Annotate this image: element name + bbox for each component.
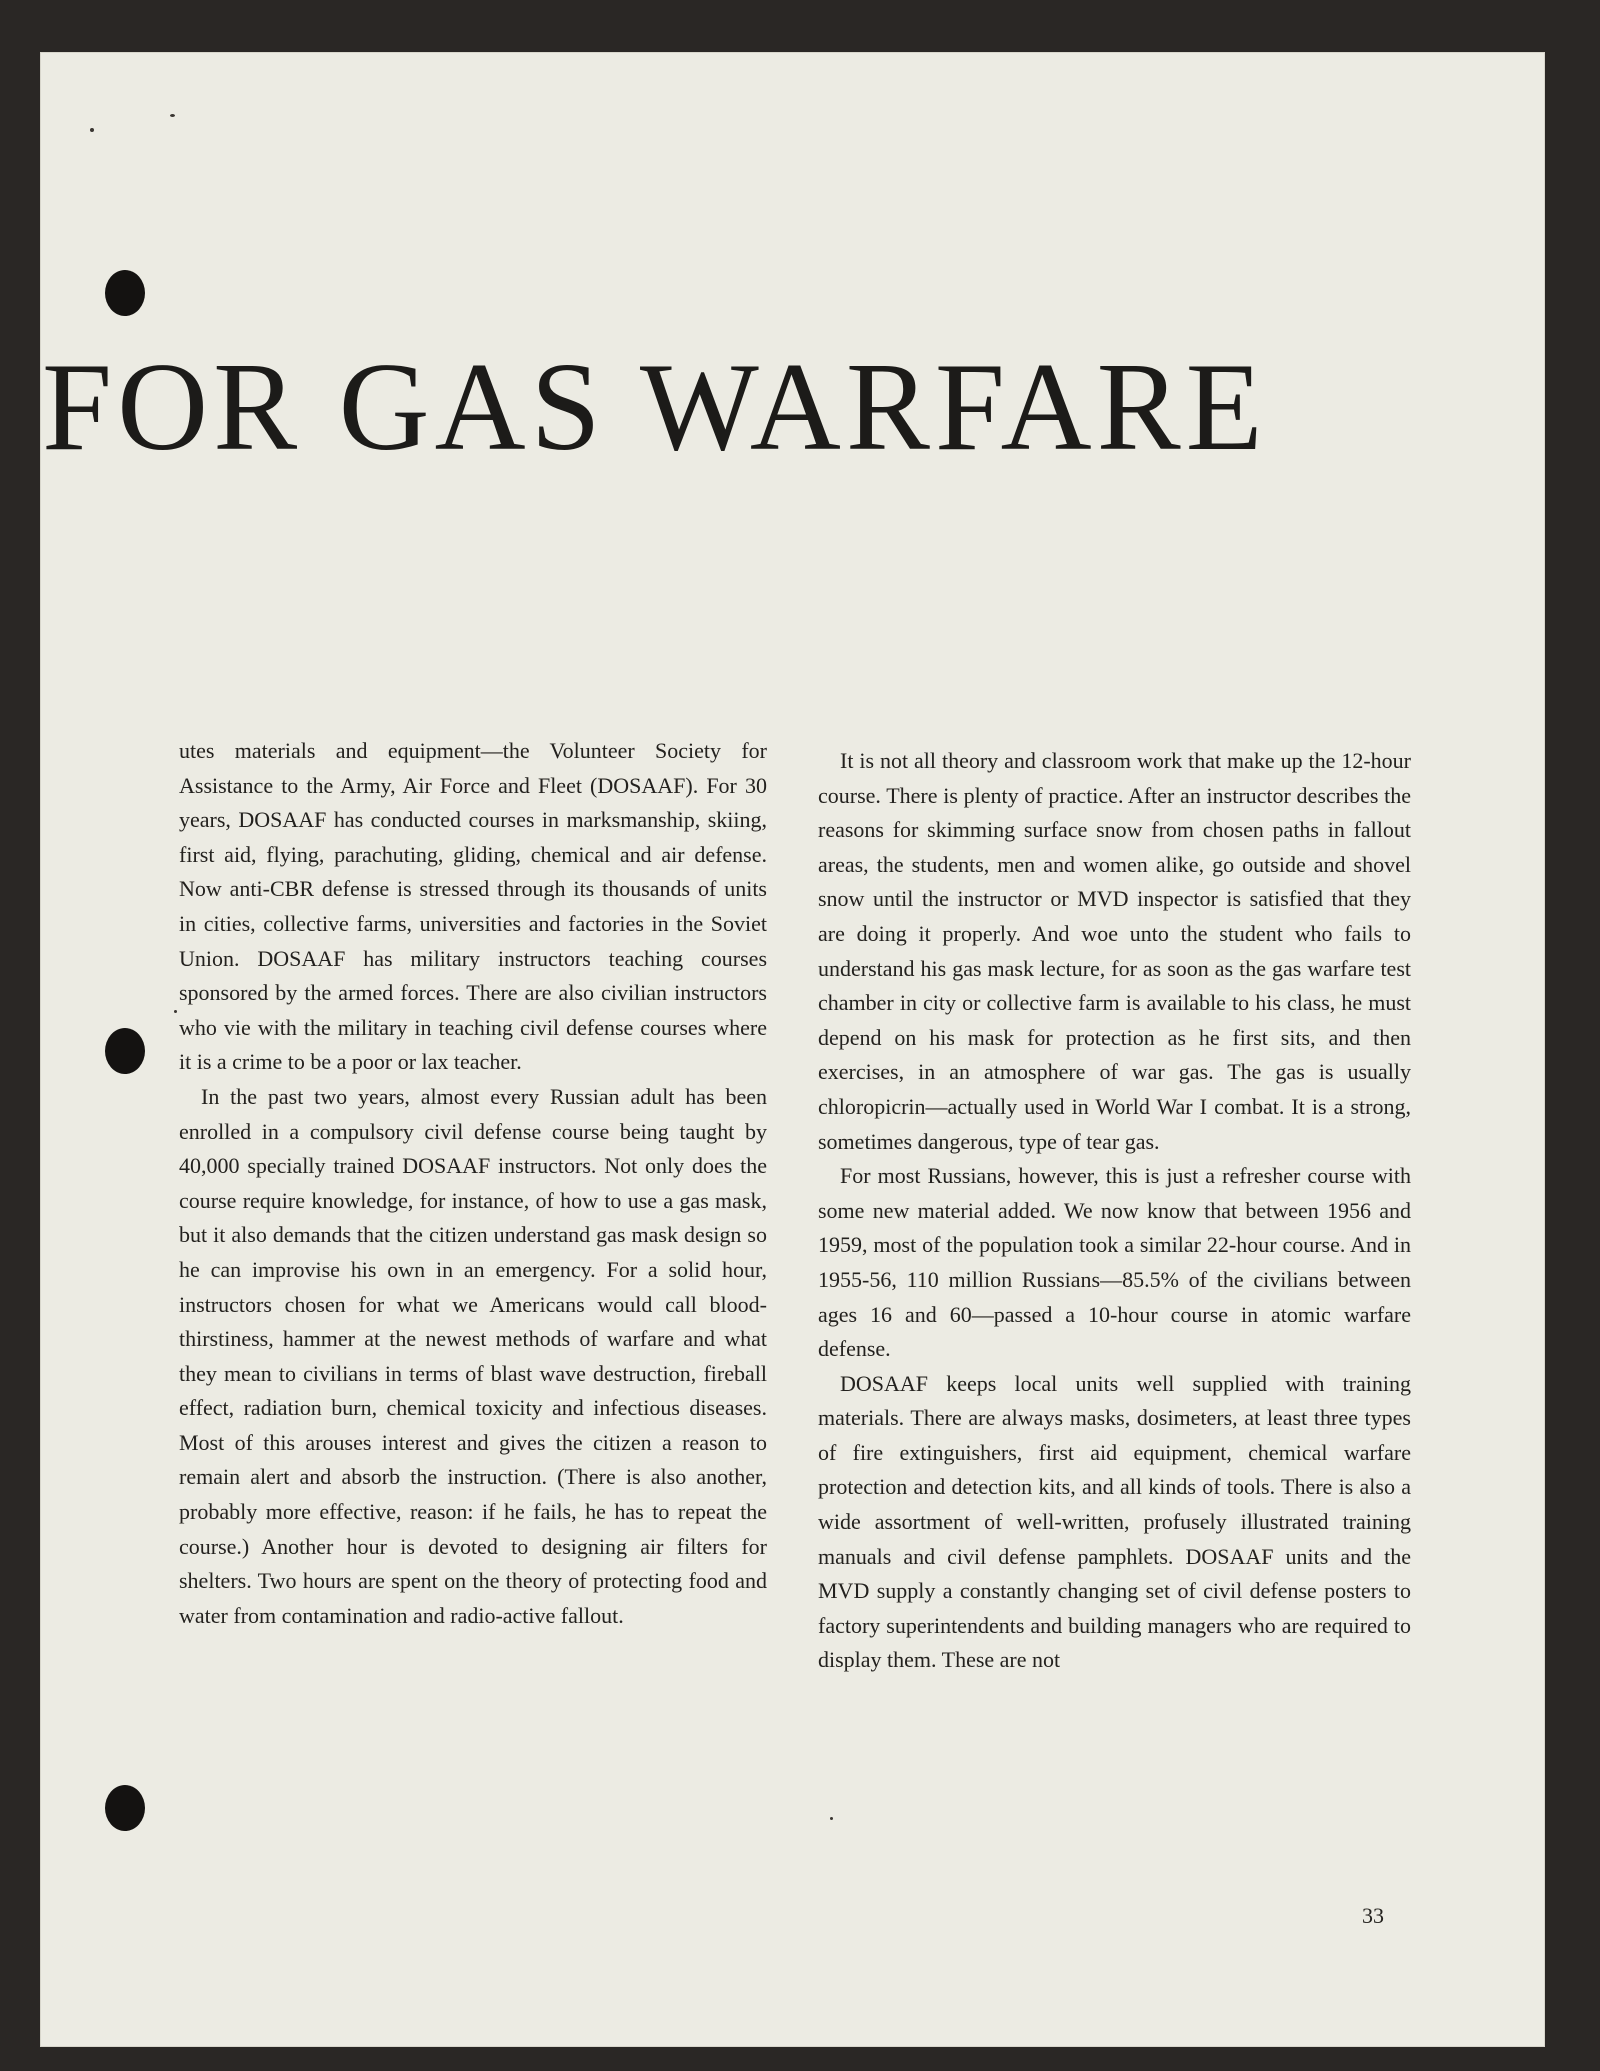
body-paragraph: In the past two years, almost every Russian adult has been enrolled in a compulsory civil defense course being taught by 40,000 specially trained DOSAAF instructors. Not only does the course require knowledge, for instance, of how to use a gas mask, but it also demands that the citizen understand gas mask design so he can improvise his own in an emergency. For a solid hour, instructors chosen for what we Americans would call blood-thirstiness, hammer at the newest methods of warfare and what they mean to civilians in terms of blast wave destruction, fireball effect, radiation burn, chemical toxicity and infectious diseases. Most of this arouses interest and gives the citizen a reason to remain alert and absorb the instruction. (There is also another, probably more effective, reason: if he fails, he has to repeat the course.) Another hour is devoted to designing air filters for shelters. Two hours are spent on the theory of protecting food and water from contamination and radio-active fallout. — [179, 1083, 767, 1628]
body-paragraph: utes materials and equipment—the Volunteer Society for Assistance to the Army, Air Force and Fleet (DOSAAF). For 30 years, DOSAAF has conducted courses in marksmanship, skiing, first aid, flying, parachuting, gliding, chemical and air defense. Now anti-CBR defense is stressed through its thousands of units in cities, collective farms, universities and factories in the Soviet Union. DOSAAF has military instructors teaching courses sponsored by the armed forces. There are also civilian instructors who vie with the military in teaching civil defense courses where it is a crime to be a poor or lax teacher. — [179, 738, 767, 1075]
punch-hole-bottom — [105, 1785, 145, 1831]
right-column — [818, 744, 1411, 1678]
punch-hole-middle — [105, 1028, 145, 1074]
article-title: FOR GAS WARFARE — [42, 338, 1268, 477]
punch-hole-top — [105, 270, 145, 316]
dust-speck — [170, 114, 175, 117]
body-paragraph: For most Russians, however, this is just a refresher course with some new material added. We now know that between 1956 and 1959, most of the population took a similar 22-hour course. And in 1955-56, 110 million Russians—85.5% of the civilians between ages 16 and 60—passed a 10-hour course in atomic warfare defense. — [818, 1163, 1411, 1362]
dust-speck — [174, 1010, 177, 1013]
left-column — [179, 734, 767, 1633]
page-number: 33 — [1362, 1903, 1384, 1928]
dust-speck — [90, 128, 94, 132]
body-paragraph: DOSAAF keeps local units well supplied with training materials. There are always masks, dosimeters, at least three types of fire extinguishers, first aid equipment, chemical warfare protection and detection kits, and all kinds of tools. There is also a wide assortment of well-written, profusely illustrated training manuals and civil defense pamphlets. DOSAAF units and the MVD supply a constantly changing set of civil defense posters to factory superintendents and building managers who are required to display them. These are not — [818, 1370, 1411, 1673]
dust-speck — [830, 1817, 833, 1820]
body-paragraph: It is not all theory and classroom work that make up the 12-hour course. There is plenty of practice. After an instructor describes the reasons for skimming surface snow from chosen paths in fallout areas, the students, men and women alike, go outside and shovel snow until the instructor or MVD inspector is satisfied that they are doing it properly. And woe unto the student who fails to understand his gas mask lecture, for as soon as the gas warfare test chamber in city or collective farm is available to his class, he must depend on his mask for protection as he first sits, and then exercises, in an atmosphere of war gas. The gas is usually chloropicrin—actually used in World War I combat. It is a strong, sometimes dangerous, type of tear gas. — [818, 748, 1411, 1154]
